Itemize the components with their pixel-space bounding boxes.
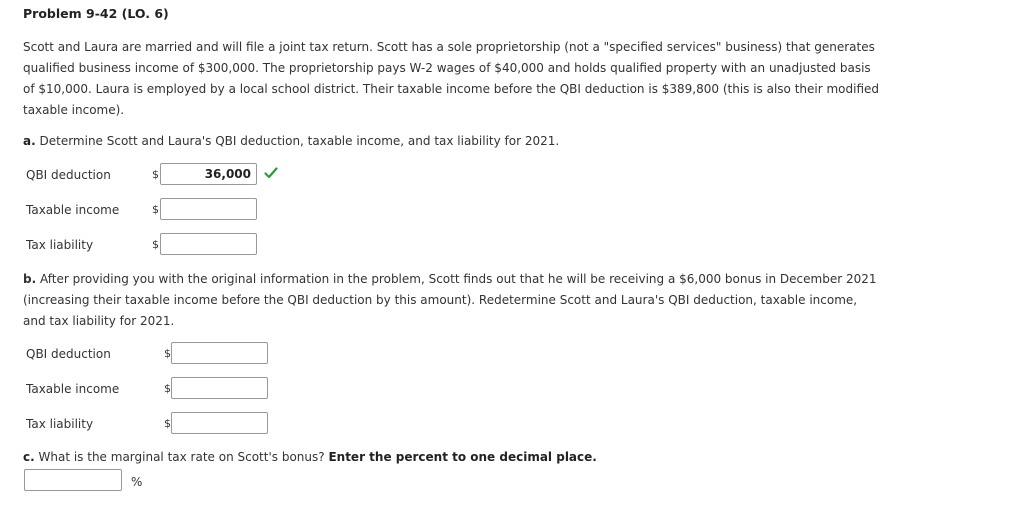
part-b-taxable-input[interactable] — [171, 377, 268, 399]
part-c-question — [23, 447, 597, 468]
part-a-qbi-input[interactable]: 36,000 — [160, 163, 257, 185]
part-a-liability-currency: $ — [152, 238, 159, 251]
part-b-liability-label: Tax liability — [26, 417, 94, 431]
part-b-liability-currency: $ — [164, 417, 171, 430]
part-c-percent-sign: % — [131, 475, 143, 489]
part-c-letter: c. — [23, 450, 35, 464]
problem-intro: Scott and Laura are married and will file a joint tax return. Scott has a sole proprietorship (not a "specified services" business) that generates qualified business income of $300,000. The proprietorship pays W-2 wages of $40,000 and holds qualified property with an unadjusted basis of $10,000. Laura is employed by a local school district. Their taxable income before the QBI deduction is $389,800 (this is also their modified taxable income). — [23, 40, 880, 117]
part-c-rate-input[interactable] — [24, 469, 122, 491]
part-a-qbi-currency: $ — [152, 168, 159, 181]
correct-check-icon — [264, 166, 278, 180]
part-a-taxable-currency: $ — [152, 203, 159, 216]
part-a-liability-label: Tax liability — [26, 238, 94, 252]
part-b-taxable-label: Taxable income — [26, 382, 120, 396]
part-b-qbi-input[interactable] — [171, 342, 268, 364]
part-a-prompt: Determine Scott and Laura's QBI deduction, taxable income, and tax liability for 2021. — [39, 134, 560, 148]
part-a-question — [23, 131, 559, 152]
part-b-qbi-currency: $ — [164, 347, 171, 360]
part-a-taxable-label: Taxable income — [26, 203, 120, 217]
part-b-question — [23, 269, 883, 332]
part-a-letter: a. — [23, 134, 36, 148]
part-a-liability-input[interactable] — [160, 233, 257, 255]
part-a-taxable-input[interactable] — [160, 198, 257, 220]
part-b-prompt: After providing you with the original information in the problem, Scott finds out that he will be receiving a $6,000 bonus in December 2021 (increasing their taxable income before the QBI deduction by this amount). Redetermine Scott and Laura's QBI deduction, taxable income, and tax liability for 2021. — [23, 272, 877, 328]
part-b-letter: b. — [23, 272, 37, 286]
part-c-instruction: Enter the percent to one decimal place. — [328, 450, 597, 464]
part-a-qbi-label: QBI deduction — [26, 168, 111, 182]
part-c-prompt: What is the marginal tax rate on Scott's bonus? — [38, 450, 325, 464]
problem-title: Problem 9-42 (LO. 6) — [23, 6, 169, 21]
part-b-liability-input[interactable] — [171, 412, 268, 434]
part-b-qbi-label: QBI deduction — [26, 347, 111, 361]
part-b-taxable-currency: $ — [164, 382, 171, 395]
side-bracket-icon — [0, 287, 6, 317]
